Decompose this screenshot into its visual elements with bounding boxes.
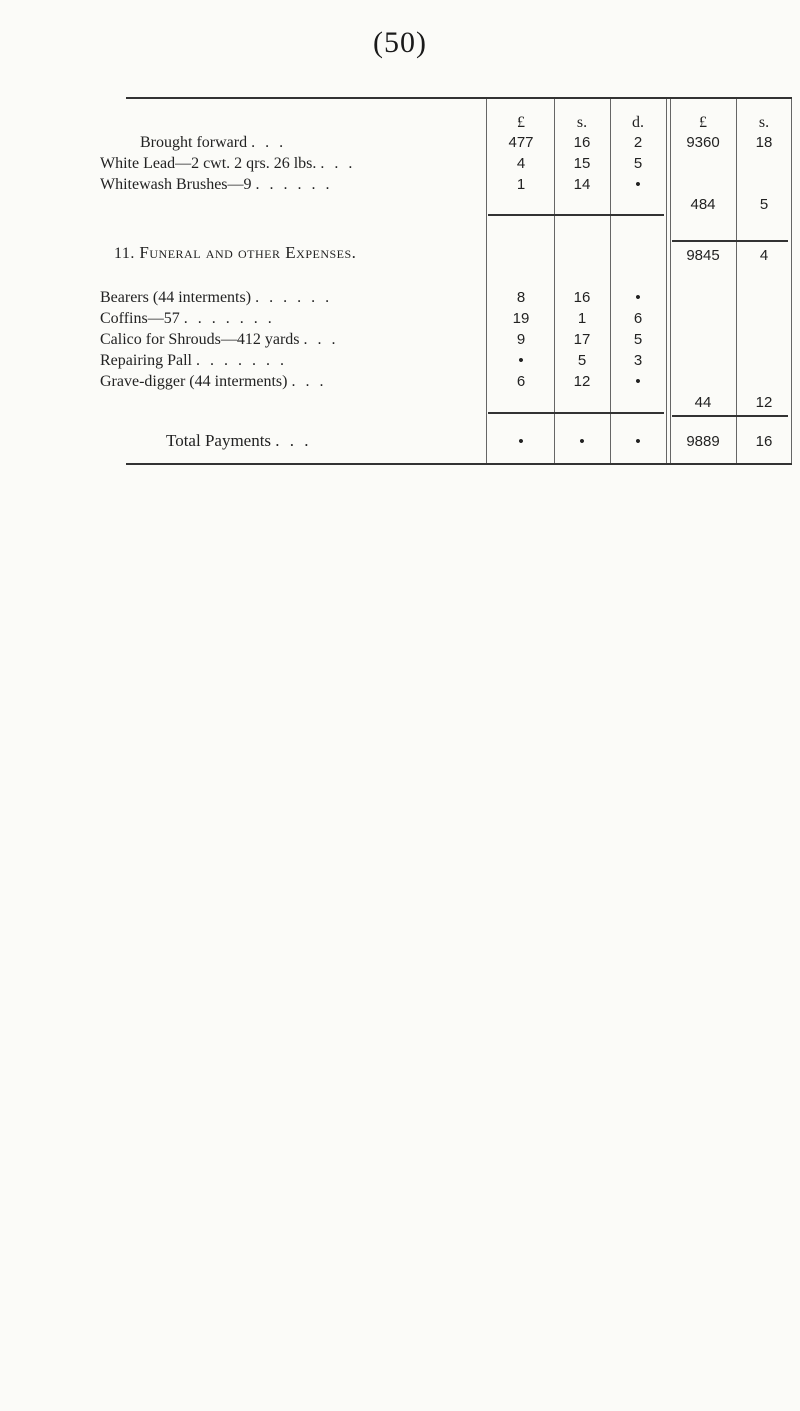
page-number: (50) [373, 26, 427, 59]
total-payments-pounds: 9889 [686, 433, 720, 450]
table-row-label: Whitewash Brushes—9 . . . . . . [100, 176, 333, 193]
table-row-label: Grave-digger (44 interments) . . . [100, 373, 327, 390]
section-heading: 11. Funeral and other Expenses. [114, 243, 357, 262]
row-shillings: 1 [577, 310, 587, 327]
row-pence: 6 [633, 310, 643, 327]
carried-shillings: 4 [759, 247, 769, 264]
row-pounds: 9 [516, 331, 526, 348]
row-pence: 5 [633, 331, 643, 348]
row-pounds: 19 [512, 310, 530, 327]
row-shillings: 14 [573, 176, 591, 193]
row-pence: 5 [633, 155, 643, 172]
row-pence: 2 [633, 134, 643, 151]
total-pounds: 9360 [686, 134, 720, 151]
total-shillings-col1: • [579, 433, 585, 450]
table-bottom-rule [126, 463, 792, 465]
column-rule [666, 99, 667, 463]
table-top-rule [126, 97, 792, 99]
subtotal-shillings: 5 [759, 196, 769, 213]
header-pence-1: d. [632, 114, 644, 131]
total-rule [672, 415, 788, 417]
subtotal-pounds: 484 [690, 196, 716, 213]
carried-rule [672, 240, 788, 242]
accounts-table [100, 97, 792, 465]
table-row-label: Coffins—57 . . . . . . . [100, 310, 275, 327]
total-payments-shillings: 16 [755, 433, 773, 450]
total-shillings: 18 [755, 134, 773, 151]
subtotal-pounds: 44 [694, 394, 712, 411]
row-pence: 3 [633, 352, 643, 369]
row-shillings: 16 [573, 134, 591, 151]
row-pounds: 4 [516, 155, 526, 172]
header-pounds-2: £ [699, 114, 707, 131]
total-pounds-col1: • [518, 433, 524, 450]
total-payments-label: Total Payments . . . [166, 431, 312, 450]
row-pounds: 477 [508, 134, 534, 151]
header-pounds-1: £ [517, 114, 525, 131]
row-pounds: 1 [516, 176, 526, 193]
row-shillings: 15 [573, 155, 591, 172]
column-rule [486, 99, 487, 463]
row-pounds: 8 [516, 289, 526, 306]
row-pence: • [635, 289, 641, 306]
total-pence-col1: • [635, 433, 641, 450]
row-shillings: 5 [577, 352, 587, 369]
table-row-label: Brought forward . . . [140, 134, 287, 151]
row-pence: • [635, 176, 641, 193]
table-row-label: Repairing Pall . . . . . . . [100, 352, 287, 369]
subtotal-shillings: 12 [755, 394, 773, 411]
header-shillings-2: s. [758, 114, 770, 131]
table-row-label: Calico for Shrouds—412 yards . . . [100, 331, 339, 348]
row-pounds: • [518, 352, 524, 369]
table-row-label: Bearers (44 interments) . . . . . . [100, 289, 333, 306]
carried-pounds: 9845 [686, 247, 720, 264]
row-pence: • [635, 373, 641, 390]
row-shillings: 17 [573, 331, 591, 348]
table-row-label: White Lead—2 cwt. 2 qrs. 26 lbs. . . . [100, 155, 356, 172]
row-pounds: 6 [516, 373, 526, 390]
subtotal-rule [488, 214, 664, 216]
row-shillings: 12 [573, 373, 591, 390]
subtotal-rule [488, 412, 664, 414]
row-shillings: 16 [573, 289, 591, 306]
header-shillings-1: s. [576, 114, 588, 131]
